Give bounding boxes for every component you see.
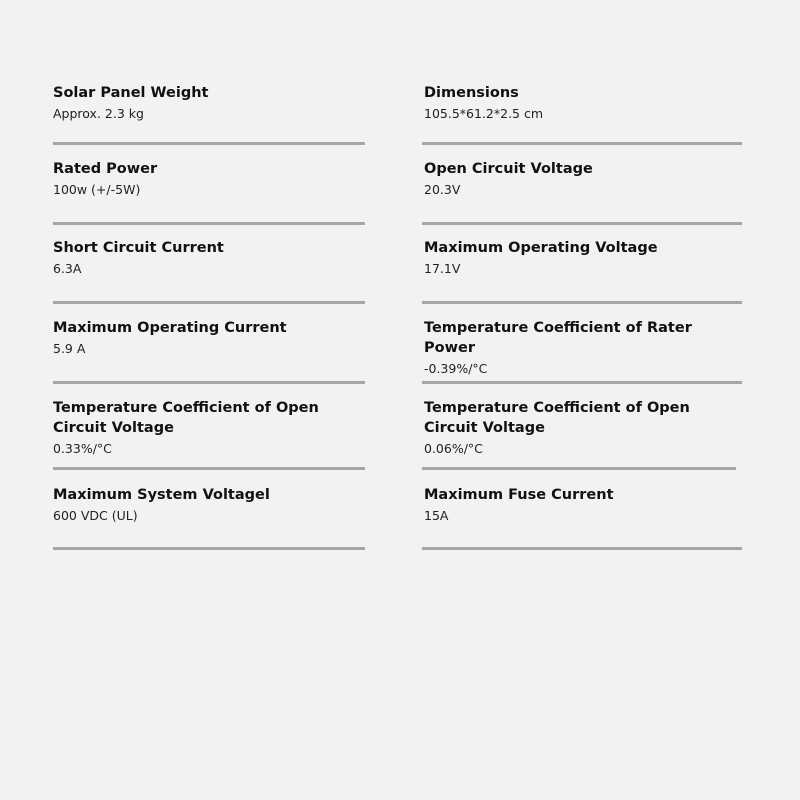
divider [53, 467, 365, 470]
spec-value: 0.33%/°C [53, 441, 112, 456]
spec-label: Temperature Coefficient of Open Circuit Voltage [424, 400, 690, 436]
spec-value: 105.5*61.2*2.5 cm [424, 106, 544, 121]
spec-value: 100w (+/-5W) [53, 182, 141, 197]
spec-label: Solar Panel Weight [53, 85, 209, 101]
spec-label: Rated Power [53, 161, 158, 177]
divider [422, 142, 742, 145]
spec-rated-power [53, 159, 373, 198]
spec-value: -0.39%/°C [424, 361, 488, 376]
spec-label: Temperature Coefficient of Rater Power [424, 320, 692, 356]
spec-label: Dimensions [424, 85, 519, 101]
spec-temp-coeff-open-circuit-voltage [53, 398, 373, 457]
spec-max-fuse-current [424, 485, 744, 524]
divider [53, 222, 365, 225]
spec-label: Maximum System Voltagel [53, 487, 270, 503]
spec-value: 20.3V [424, 182, 461, 197]
spec-label: Maximum Operating Current [53, 320, 287, 336]
divider [53, 547, 365, 550]
spec-max-system-voltage [53, 485, 373, 524]
spec-temp-coeff-rated-power [424, 318, 744, 377]
spec-value: 15A [424, 508, 449, 523]
spec-value: 6.3A [53, 261, 82, 276]
spec-short-circuit-current [53, 238, 373, 277]
spec-label: Temperature Coefficient of Open Circuit Voltage [53, 400, 319, 436]
divider [53, 381, 365, 384]
spec-value: 0.06%/°C [424, 441, 483, 456]
spec-label: Open Circuit Voltage [424, 161, 593, 177]
divider [422, 222, 742, 225]
spec-open-circuit-voltage [424, 159, 744, 198]
divider [422, 467, 736, 470]
spec-value: Approx. 2.3 kg [53, 106, 144, 121]
spec-dimensions [424, 83, 744, 122]
spec-value: 600 VDC (UL) [53, 508, 138, 523]
spec-max-operating-voltage [424, 238, 744, 277]
spec-value: 5.9 A [53, 341, 86, 356]
spec-value: 17.1V [424, 261, 461, 276]
divider [422, 547, 742, 550]
spec-label: Short Circuit Current [53, 240, 224, 256]
divider [422, 381, 742, 384]
divider [422, 301, 742, 304]
spec-solar-panel-weight [53, 83, 373, 122]
divider [53, 142, 365, 145]
spec-label: Maximum Operating Voltage [424, 240, 658, 256]
divider [53, 301, 365, 304]
spec-max-operating-current [53, 318, 373, 357]
spec-temp-coeff-open-circuit-voltage-2 [424, 398, 744, 457]
spec-label: Maximum Fuse Current [424, 487, 614, 503]
